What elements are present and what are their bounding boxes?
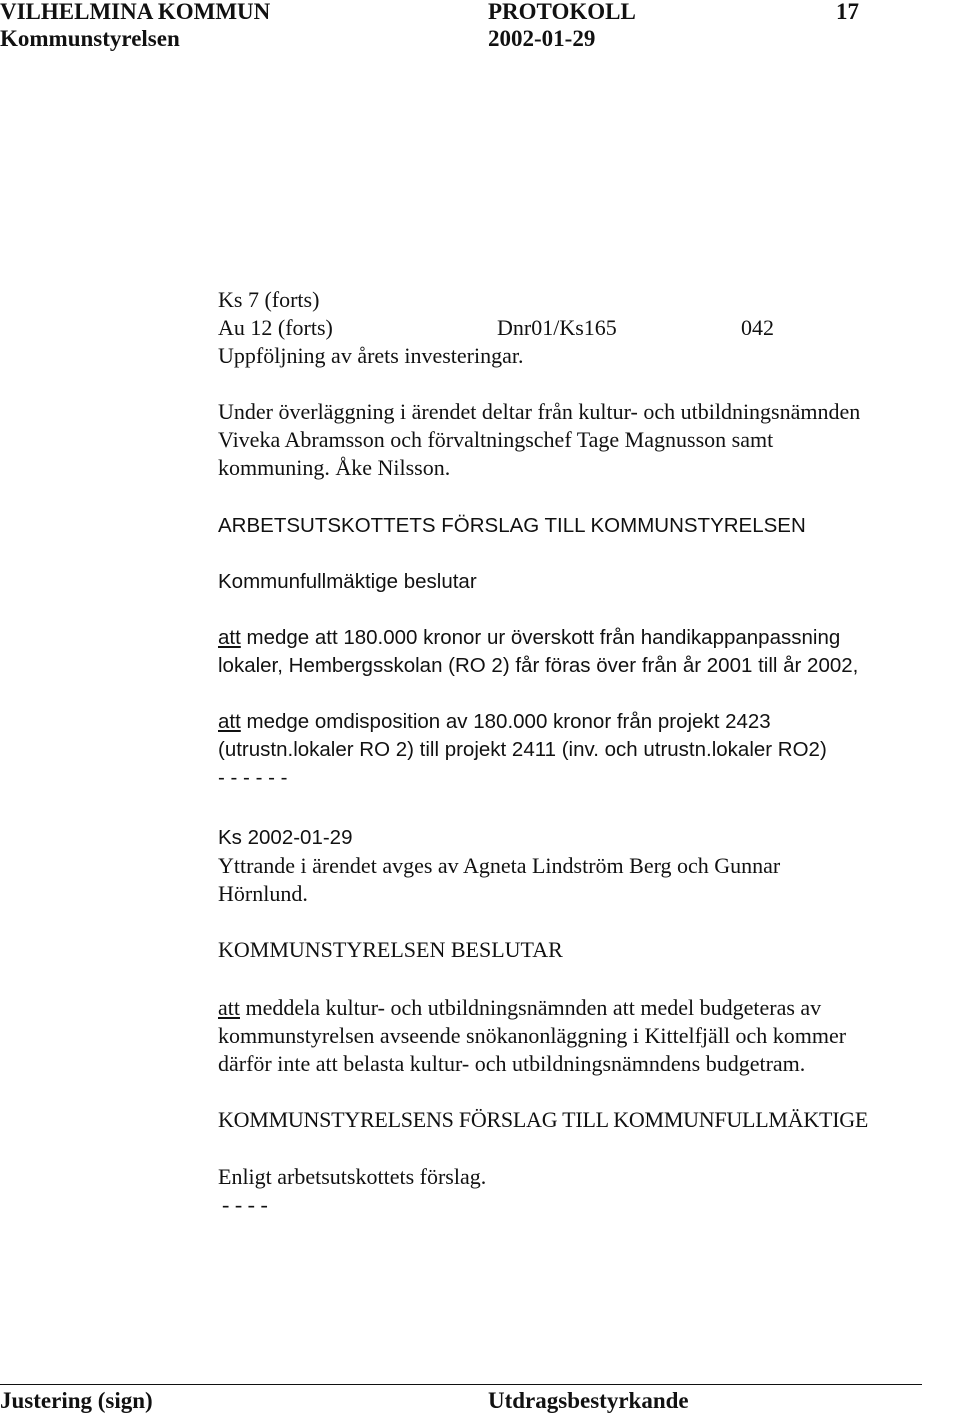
item-text: meddela kultur- och utbildningsnämnden att medel budgeteras av bbox=[240, 995, 822, 1020]
intro-line: kommuning. Åke Nilsson. bbox=[218, 455, 451, 480]
header-date: 2002-01-29 bbox=[488, 26, 596, 51]
au-proposal-item-2 bbox=[218, 708, 771, 736]
section-title: Uppföljning av årets investeringar. bbox=[218, 343, 524, 368]
ks-proposal-text: Enligt arbetsutskottets förslag. bbox=[218, 1164, 487, 1189]
separator: - - - - bbox=[222, 1192, 268, 1217]
ks-decision-cont: därför inte att belasta kultur- och utbildningsnämndens budgetram. bbox=[218, 1051, 806, 1076]
ks-meeting-date: Ks 2002-01-29 bbox=[218, 826, 353, 849]
ks-proposal-heading: KOMMUNSTYRELSENS FÖRSLAG TILL KOMMUNFULLMÄKTIGE bbox=[218, 1107, 869, 1132]
att-word: att bbox=[218, 995, 240, 1020]
header-doc-type: PROTOKOLL bbox=[488, 0, 636, 24]
au-proposal-item-2-cont: (utrustn.lokaler RO 2) till projekt 2411 (inv. och utrustn.lokaler RO2) bbox=[218, 738, 827, 761]
ks-decision-item bbox=[218, 994, 821, 1022]
au-reference: Au 12 (forts) bbox=[218, 315, 333, 340]
att-word: att bbox=[218, 710, 241, 733]
dnr-reference: Dnr01/Ks165 bbox=[497, 315, 617, 340]
au-proposal-heading: ARBETSUTSKOTTETS FÖRSLAG TILL KOMMUNSTYRELSEN bbox=[218, 514, 806, 537]
header-municipality: VILHELMINA KOMMUN bbox=[0, 0, 271, 24]
footer-rule bbox=[0, 1384, 922, 1385]
separator: - - - - - - bbox=[218, 766, 288, 789]
item-text: medge omdisposition av 180.000 kronor från projekt 2423 bbox=[240, 710, 771, 733]
item-text: medge att 180.000 kronor ur överskott från handikappanpassning bbox=[240, 626, 841, 649]
intro-line: Viveka Abramsson och förvaltningschef Tage Magnusson samt bbox=[218, 427, 774, 452]
ks-decision-cont: kommunstyrelsen avseende snökanonläggning i Kittelfjäll och kommer bbox=[218, 1023, 847, 1048]
ks-reference: Ks 7 (forts) bbox=[218, 287, 320, 312]
ks-meeting-line: Hörnlund. bbox=[218, 881, 308, 906]
au-proposal-subheading: Kommunfullmäktige beslutar bbox=[218, 570, 477, 593]
ks-decision-heading: KOMMUNSTYRELSEN BESLUTAR bbox=[218, 937, 563, 962]
footer-utdragsbestyrkande: Utdragsbestyrkande bbox=[488, 1388, 689, 1413]
att-word: att bbox=[218, 626, 241, 649]
footer-justering: Justering (sign) bbox=[0, 1388, 153, 1413]
intro-line: Under överläggning i ärendet deltar från kultur- och utbildningsnämnden bbox=[218, 399, 861, 424]
ks-meeting-line: Yttrande i ärendet avges av Agneta Lindström Berg och Gunnar bbox=[218, 853, 781, 878]
case-code: 042 bbox=[741, 315, 774, 340]
au-proposal-item-1-cont: lokaler, Hembergsskolan (RO 2) får föras över från år 2001 till år 2002, bbox=[218, 654, 859, 677]
au-proposal-item-1 bbox=[218, 624, 840, 652]
header-page-number: 17 bbox=[836, 0, 859, 24]
header-body: Kommunstyrelsen bbox=[0, 26, 180, 51]
